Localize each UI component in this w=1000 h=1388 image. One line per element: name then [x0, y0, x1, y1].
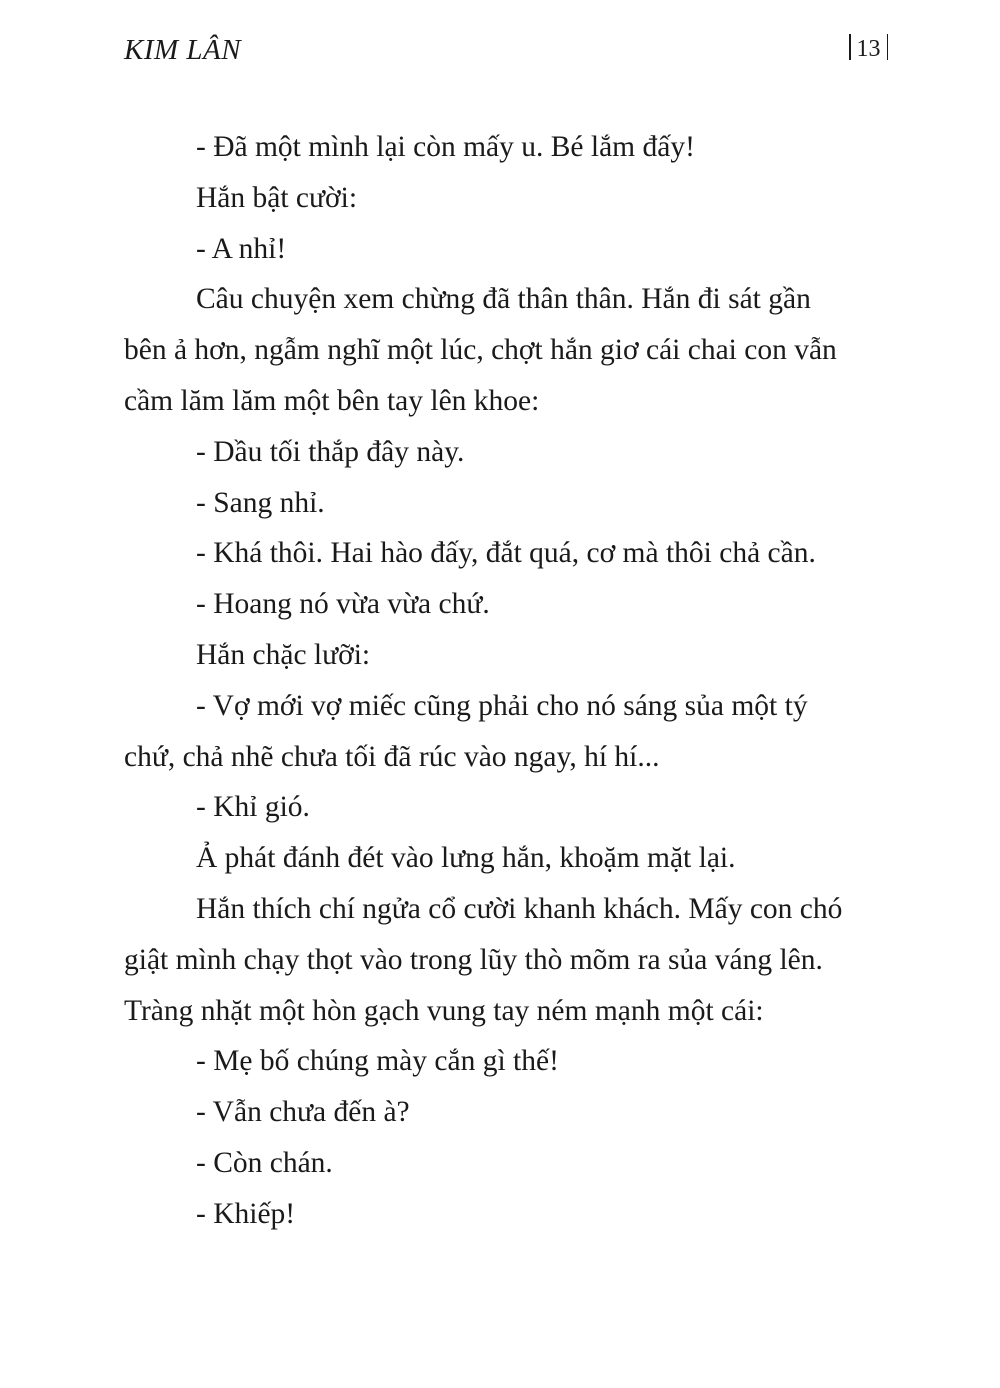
dialogue-line: - Đã một mình lại còn mấy u. Bé lắm đấy! — [196, 131, 695, 163]
dialogue-line: - Khiếp! — [196, 1197, 296, 1230]
dialogue-line: - Còn chán. — [196, 1146, 333, 1179]
paragraph-line: Tràng nhặt một hòn gạch vung tay ném mạnh một cái: — [124, 994, 764, 1027]
page-number-divider — [849, 34, 851, 60]
dialogue-line: - A nhỉ! — [196, 232, 287, 265]
paragraph-line: bên ả hơn, ngẫm nghĩ một lúc, chợt hắn giơ cái chai con vẫn — [124, 334, 837, 367]
page-body — [124, 126, 896, 1244]
paragraph-line: giật mình chạy thọt vào trong lũy thò mõm ra sủa váng lên. — [124, 943, 823, 976]
dialogue-line: - Khá thôi. Hai hào đấy, đắt quá, cơ mà thôi chả cần. — [196, 537, 816, 570]
running-header — [124, 34, 894, 74]
dialogue-line: - Vợ mới vợ miếc cũng phải cho nó sáng sủa một tý — [196, 689, 808, 722]
dialogue-line: - Sang nhỉ. — [196, 486, 325, 519]
page-number — [843, 34, 894, 63]
paragraph-line: cầm lăm lăm một bên tay lên khoe: — [124, 384, 540, 417]
paragraph-line: Câu chuyện xem chừng đã thân thân. Hắn đi sát gần — [196, 283, 811, 316]
narration-line: Hắn bật cười: — [196, 181, 358, 214]
page-number-divider — [887, 34, 889, 60]
paragraph-line: Hắn thích chí ngửa cổ cười khanh khách. Mấy con chó — [196, 892, 843, 925]
narration-line: Ả phát đánh đét vào lưng hắn, khoặm mặt lại. — [196, 842, 736, 875]
author-name: KIM LÂN — [124, 34, 242, 66]
dialogue-line: - Khỉ gió. — [196, 791, 310, 824]
dialogue-line: - Dầu tối thắp đây này. — [196, 435, 465, 468]
dialogue-line: chứ, chả nhẽ chưa tối đã rúc vào ngay, hí hí... — [124, 740, 660, 773]
dialogue-line: - Hoang nó vừa vừa chứ. — [196, 588, 490, 621]
narration-line: Hắn chặc lưỡi: — [196, 638, 371, 671]
dialogue-line: - Mẹ bố chúng mày cắn gì thế! — [196, 1045, 559, 1078]
dialogue-line: - Vẫn chưa đến à? — [196, 1096, 410, 1129]
page-number-value: 13 — [856, 36, 881, 62]
